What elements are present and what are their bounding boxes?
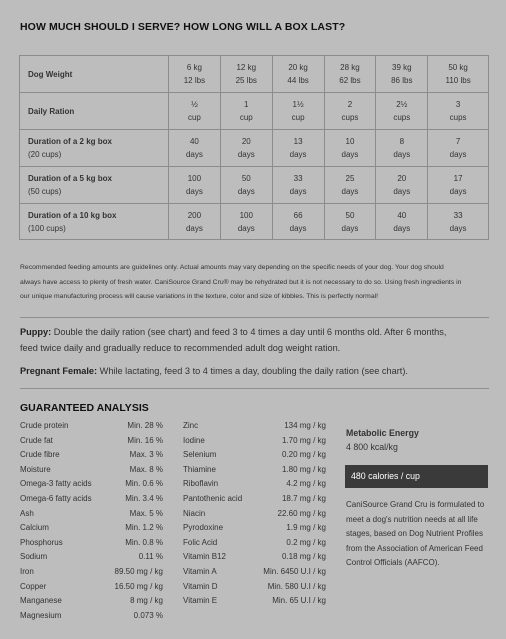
nutrient-row: Crude fat Min. 16 % <box>20 435 163 445</box>
row-label: Daily Ration <box>20 93 169 130</box>
nutrient-row: Vitamin B12 0.18 mg / kg <box>183 552 326 562</box>
table-cell: 20 days <box>220 130 272 167</box>
dog-weight-label: Dog Weight <box>20 56 169 93</box>
metabolic-energy-value: 4 800 kcal/kg <box>346 442 398 452</box>
table-cell: 200 days <box>169 204 221 240</box>
puppy-label: Puppy: <box>20 327 52 337</box>
table-cell: 10 days <box>324 130 376 167</box>
divider <box>20 317 489 318</box>
nutrient-row: Vitamin E Min. 65 U.I / kg <box>183 596 326 606</box>
table-cell: 8 days <box>376 130 428 167</box>
nutrient-row: Thiamine 1.80 mg / kg <box>183 464 326 474</box>
nutrient-row: Pantothenic acid 18.7 mg / kg <box>183 493 326 503</box>
nutrient-row: Moisture Max. 8 % <box>20 464 163 474</box>
table-cell: 40 days <box>376 204 428 240</box>
nutrient-row: Zinc 134 mg / kg <box>183 421 326 430</box>
nutrient-row: Niacin 22.60 mg / kg <box>183 508 326 518</box>
table-cell: 3 cups <box>428 93 489 130</box>
nutrient-row: Calcium Min. 1.2 % <box>20 523 163 533</box>
weight-col: 12 kg 25 lbs <box>220 56 272 93</box>
nutrient-row: Folic Acid 0.2 mg / kg <box>183 537 326 547</box>
row-label: Duration of a 5 kg box (50 cups) <box>20 167 169 204</box>
table-cell: 100 days <box>169 167 221 204</box>
table-cell: 7 days <box>428 130 489 167</box>
table-cell: 33 days <box>428 204 489 240</box>
metabolic-energy-label: Metabolic Energy <box>346 428 419 438</box>
nutrient-row: Crude fibre Max. 3 % <box>20 450 163 460</box>
table-cell: 17 days <box>428 167 489 204</box>
note-line: Recommended feeding amounts are guidelines only. Actual amounts may vary depending on the specific needs of your dog. Your dog should <box>20 264 444 271</box>
weight-col: 39 kg 86 lbs <box>376 56 428 93</box>
table-row <box>20 93 489 130</box>
weight-col: 28 kg 62 lbs <box>324 56 376 93</box>
table-row <box>20 167 489 204</box>
table-cell: 33 days <box>272 167 324 204</box>
table-row <box>20 130 489 167</box>
table-cell: ½ cup <box>169 93 221 130</box>
nutrient-row: Riboflavin 4.2 mg / kg <box>183 479 326 489</box>
feeding-notes <box>20 261 492 305</box>
nutrient-row: Ash Max. 5 % <box>20 508 163 518</box>
table-cell: 1 cup <box>220 93 272 130</box>
table-cell: 100 days <box>220 204 272 240</box>
table-cell: 20 days <box>376 167 428 204</box>
weight-col: 6 kg 12 lbs <box>169 56 221 93</box>
table-cell: 25 days <box>324 167 376 204</box>
puppy-paragraph: Puppy: Double the daily ration (see chart) and feed 3 to 4 times a day until 6 months old. After 6 months, feed twice daily and gradually reduce to recommended adult dog weight ration. <box>20 327 447 353</box>
nutrient-row: Omega-3 fatty acids Min. 0.6 % <box>20 479 163 489</box>
calories-per-cup-badge: 480 calories / cup <box>345 465 488 488</box>
nutrient-row: Crude protein Min. 28 % <box>20 421 163 430</box>
table-cell: 2 cups <box>324 93 376 130</box>
pregnant-paragraph: Pregnant Female: While lactating, feed 3 to 4 times a day, doubling the daily ration (see chart). <box>20 366 408 376</box>
weight-col: 20 kg 44 lbs <box>272 56 324 93</box>
nutrient-row: Selenium 0.20 mg / kg <box>183 450 326 460</box>
nutrient-row: Iodine 1.70 mg / kg <box>183 435 326 445</box>
nutrient-row: Phosphorus Min. 0.8 % <box>20 537 163 547</box>
analysis-column-2 <box>183 419 326 609</box>
nutrient-row: Manganese 8 mg / kg <box>20 596 163 606</box>
table-cell: 13 days <box>272 130 324 167</box>
weight-col: 50 kg 110 lbs <box>428 56 489 93</box>
nutrient-row: Pyrodoxine 1.9 mg / kg <box>183 523 326 533</box>
pregnant-label: Pregnant Female: <box>20 366 98 376</box>
nutrient-row: Omega-6 fatty acids Min. 3.4 % <box>20 493 163 503</box>
divider <box>20 388 489 389</box>
row-label: Duration of a 10 kg box (100 cups) <box>20 204 169 240</box>
table-cell: 50 days <box>324 204 376 240</box>
nutrient-row: Vitamin A Min. 6450 U.I / kg <box>183 566 326 576</box>
nutrient-row: Sodium 0.11 % <box>20 552 163 562</box>
nutrient-row: Iron 89.50 mg / kg <box>20 566 163 576</box>
guaranteed-analysis-title: GUARANTEED ANALYSIS <box>20 402 149 414</box>
nutrient-row: Vitamin D Min. 580 U.I / kg <box>183 581 326 591</box>
note-line: our unique manufacturing process will cause variations in the texture, color and size of kibbles. This is perfectly normal! <box>20 293 379 300</box>
table-cell: 2½ cups <box>376 93 428 130</box>
table-row <box>20 204 489 240</box>
nutrient-row: Copper 16.50 mg / kg <box>20 581 163 591</box>
table-header-row <box>20 56 489 93</box>
table-cell: 66 days <box>272 204 324 240</box>
table-cell: 50 days <box>220 167 272 204</box>
note-line: always have access to plenty of fresh water. CaniSource Grand Cru® may be rehydrated but it is not necessary to do so. Using fresh ingredients in <box>20 278 462 286</box>
aafco-statement: CaniSource Grand Cru is formulated to meet a dog's nutrition needs at all life stages, based on Dog Nutrient Profiles from the Association of American Feed Control Officials (AAFCO). <box>346 500 485 568</box>
page-title: HOW MUCH SHOULD I SERVE? HOW LONG WILL A BOX LAST? <box>20 21 346 33</box>
row-label: Duration of a 2 kg box (20 cups) <box>20 130 169 167</box>
table-cell: 1½ cup <box>272 93 324 130</box>
nutrient-row: Magnesium 0.073 % <box>20 610 163 620</box>
analysis-column-1 <box>20 419 163 623</box>
table-cell: 40 days <box>169 130 221 167</box>
feeding-table <box>19 55 489 240</box>
